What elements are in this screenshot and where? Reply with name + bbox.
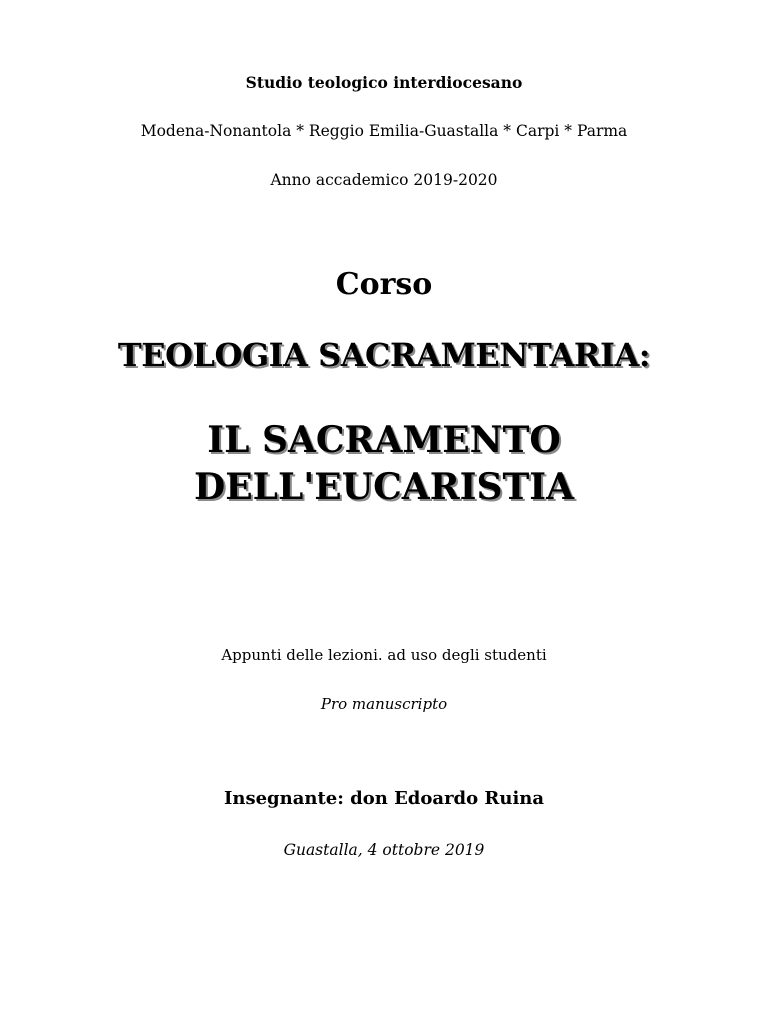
course-title: TEOLOGIA SACRAMENTARIA: <box>117 336 651 374</box>
teacher-name: Insegnante: don Edoardo Ruina <box>223 788 545 809</box>
place-date: Guastalla, 4 ottobre 2019 <box>283 841 485 859</box>
dioceses-list: Modena-Nonantola * Reggio Emilia-Guastalla * Carpi * Parma <box>140 122 628 140</box>
institution-name: Studio teologico interdiocesano <box>245 73 523 92</box>
course-subject-line-1: IL SACRAMENTO <box>207 419 561 461</box>
pro-manuscripto: Pro manuscripto <box>320 695 448 713</box>
notes-description: Appunti delle lezioni. ad uso degli studenti <box>221 646 547 664</box>
course-label: Corso <box>335 267 433 302</box>
academic-year: Anno accademico 2019-2020 <box>270 171 498 189</box>
course-subject-line-2: DELL'EUCARISTIA <box>193 466 575 508</box>
